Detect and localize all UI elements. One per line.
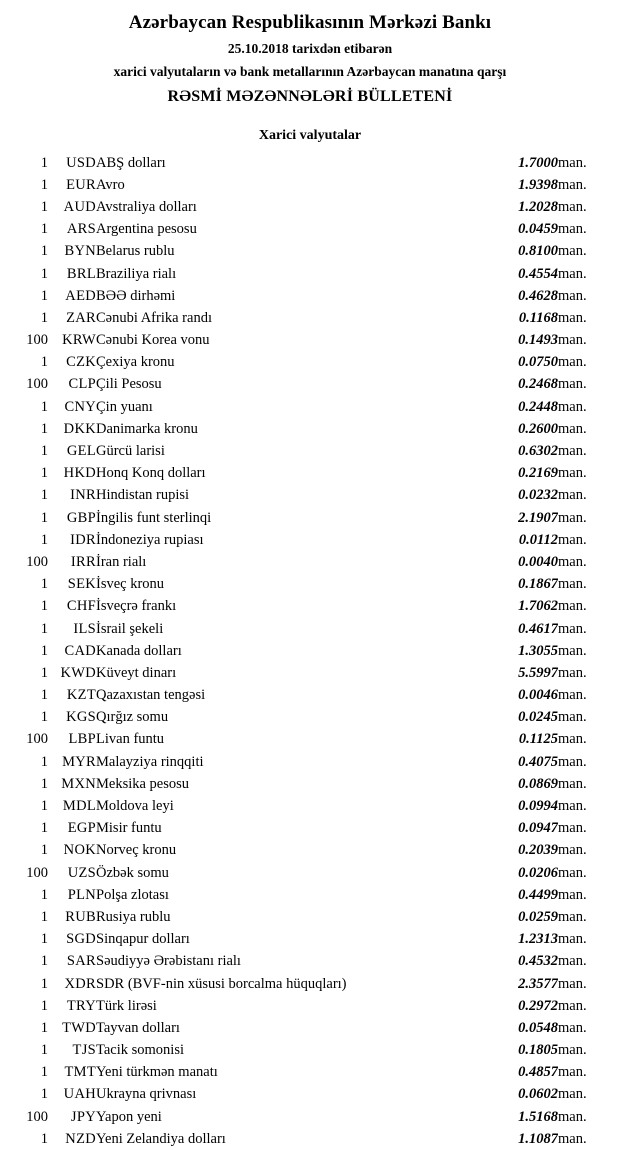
- currency-quantity: 1: [40, 576, 48, 593]
- currency-name: İsveçrə frankı: [96, 598, 177, 615]
- currency-quantity: 1: [40, 1042, 48, 1059]
- currency-unit: man.: [558, 1108, 587, 1125]
- currency-code: MXN: [61, 775, 96, 792]
- currency-unit: man.: [558, 154, 587, 171]
- currency-unit: man.: [558, 1042, 587, 1059]
- page-title: Azərbaycan Respublikasının Mərkəzi Bankı: [128, 12, 492, 33]
- currency-code: JPY: [70, 1108, 96, 1125]
- currency-quantity: 1: [40, 1130, 48, 1147]
- table-row: [0, 574, 620, 596]
- currency-unit: man.: [558, 265, 587, 282]
- currency-name: Misir funtu: [96, 820, 162, 837]
- currency-code: RUB: [65, 908, 96, 925]
- currency-name: İndoneziya rupiası: [96, 531, 204, 548]
- table-row: [0, 219, 620, 241]
- table-row: [0, 196, 620, 218]
- currency-rate: 2.3577: [518, 975, 558, 992]
- table-row: [0, 152, 620, 174]
- currency-name: Cənubi Afrika randı: [96, 309, 212, 326]
- currency-rate: 1.1087: [518, 1130, 558, 1147]
- table-row: [0, 862, 620, 884]
- currency-code: CAD: [64, 642, 96, 659]
- currency-quantity: 1: [40, 309, 48, 326]
- currency-rate: 0.0046: [518, 687, 558, 704]
- currency-quantity: 1: [40, 997, 48, 1014]
- currency-quantity: 1: [40, 398, 48, 415]
- currency-quantity: 1: [40, 642, 48, 659]
- currency-unit: man.: [558, 176, 587, 193]
- currency-unit: man.: [558, 221, 587, 238]
- currency-rates-body: [0, 152, 620, 1150]
- currency-code: IRR: [70, 553, 96, 570]
- currency-name: Norveç kronu: [96, 842, 177, 859]
- currency-rate: 0.0994: [518, 798, 558, 815]
- currency-name: Livan funtu: [96, 731, 165, 748]
- currency-name: Küveyt dinarı: [96, 664, 177, 681]
- currency-unit: man.: [558, 487, 587, 504]
- currency-code: TWD: [62, 1019, 96, 1036]
- currency-name: Braziliya rialı: [96, 265, 177, 282]
- table-row: [0, 263, 620, 285]
- currency-code: AED: [65, 287, 96, 304]
- currency-code: CNY: [64, 398, 96, 415]
- currency-unit: man.: [558, 309, 587, 326]
- currency-name: Çili Pesosu: [96, 376, 162, 393]
- currency-quantity: 1: [40, 820, 48, 837]
- currency-unit: man.: [558, 886, 587, 903]
- currency-name: İsrail şekeli: [96, 620, 164, 637]
- currency-unit: man.: [558, 1019, 587, 1036]
- currency-rate: 0.0947: [518, 820, 558, 837]
- bulletin-title: RƏSMİ MƏZƏNNƏLƏRİ BÜLLETENİ: [167, 88, 453, 105]
- currency-unit: man.: [558, 1130, 587, 1147]
- currency-name: Meksika pesosu: [96, 775, 190, 792]
- currency-rate: 0.0259: [518, 908, 558, 925]
- currency-code: SAR: [66, 953, 96, 970]
- currency-unit: man.: [558, 243, 587, 260]
- currency-code: AUD: [63, 198, 96, 215]
- currency-code: SEK: [67, 576, 96, 593]
- currency-unit: man.: [558, 931, 587, 948]
- currency-quantity: 1: [40, 1019, 48, 1036]
- currency-quantity: 100: [26, 731, 48, 748]
- currency-rate: 1.3055: [518, 642, 558, 659]
- currency-quantity: 1: [40, 753, 48, 770]
- table-row: [0, 418, 620, 440]
- currency-code: ZAR: [66, 309, 96, 326]
- table-row: [0, 241, 620, 263]
- currency-rate: 0.8100: [518, 243, 558, 260]
- table-row: [0, 596, 620, 618]
- currency-unit: man.: [558, 953, 587, 970]
- currency-unit: man.: [558, 997, 587, 1014]
- currency-unit: man.: [558, 443, 587, 460]
- currency-code: CZK: [66, 354, 96, 371]
- currency-unit: man.: [558, 709, 587, 726]
- currency-name: Sinqapur dolları: [96, 931, 190, 948]
- currency-rate: 0.6302: [518, 443, 558, 460]
- currency-code: SGD: [66, 931, 96, 948]
- currency-rate: 0.2972: [518, 997, 558, 1014]
- currency-quantity: 100: [26, 332, 48, 349]
- table-row: [0, 884, 620, 906]
- table-row: [0, 640, 620, 662]
- currency-unit: man.: [558, 864, 587, 881]
- currency-name: Avstraliya dolları: [96, 198, 197, 215]
- currency-quantity: 1: [40, 886, 48, 903]
- currency-code: NZD: [65, 1130, 96, 1147]
- currency-rate: 0.0206: [518, 864, 558, 881]
- currency-quantity: 1: [40, 975, 48, 992]
- currency-rate: 0.0112: [518, 531, 558, 548]
- currency-quantity: 1: [40, 509, 48, 526]
- currency-quantity: 1: [40, 265, 48, 282]
- table-row: [0, 685, 620, 707]
- currency-quantity: 1: [40, 1064, 48, 1081]
- currency-rate: 0.4857: [518, 1064, 558, 1081]
- table-row: [0, 1017, 620, 1039]
- currency-rates-table: [0, 152, 620, 1150]
- currency-unit: man.: [558, 553, 587, 570]
- currency-unit: man.: [558, 198, 587, 215]
- currency-rate: 0.1805: [518, 1042, 558, 1059]
- currency-rate: 0.0245: [518, 709, 558, 726]
- currency-name: Səudiyyə Ərəbistanı rialı: [96, 953, 241, 970]
- currency-code: DKK: [63, 420, 96, 437]
- currency-name: Yeni türkmən manatı: [96, 1064, 218, 1081]
- currency-unit: man.: [558, 398, 587, 415]
- currency-name: İngilis funt sterlinqi: [96, 509, 212, 526]
- table-row: [0, 995, 620, 1017]
- currency-quantity: 1: [40, 1086, 48, 1103]
- table-row: [0, 973, 620, 995]
- table-row: [0, 485, 620, 507]
- currency-rate: 1.7000: [518, 154, 558, 171]
- currency-code: CHF: [66, 598, 96, 615]
- currency-unit: man.: [558, 642, 587, 659]
- currency-code: GBP: [66, 509, 96, 526]
- currency-unit: man.: [558, 576, 587, 593]
- currency-code: CLP: [68, 376, 96, 393]
- currency-quantity: 1: [40, 598, 48, 615]
- currency-code: IDR: [70, 531, 96, 548]
- currency-rate: 0.4499: [518, 886, 558, 903]
- currency-unit: man.: [558, 620, 587, 637]
- currency-rate: 0.0602: [518, 1086, 558, 1103]
- currency-code: INR: [70, 487, 96, 504]
- table-row: [0, 1040, 620, 1062]
- table-row: [0, 795, 620, 817]
- document-header: [0, 12, 620, 106]
- currency-rate: 0.2448: [518, 398, 558, 415]
- currency-unit: man.: [558, 687, 587, 704]
- currency-name: Tacik somonisi: [96, 1042, 184, 1059]
- table-row: [0, 840, 620, 862]
- currency-code: NOK: [63, 842, 96, 859]
- currency-name: Özbək somu: [96, 864, 169, 881]
- currency-name: Cənubi Korea vonu: [96, 332, 210, 349]
- table-row: [0, 352, 620, 374]
- currency-rate: 0.4075: [518, 753, 558, 770]
- currency-name: Malayziya rinqqiti: [96, 753, 204, 770]
- currency-quantity: 1: [40, 664, 48, 681]
- currency-quantity: 1: [40, 798, 48, 815]
- currency-quantity: 100: [26, 553, 48, 570]
- table-row: [0, 507, 620, 529]
- currency-rate: 0.4617: [518, 620, 558, 637]
- currency-quantity: 1: [40, 709, 48, 726]
- currency-quantity: 1: [40, 243, 48, 260]
- currency-code: TRY: [66, 997, 96, 1014]
- currency-quantity: 1: [40, 842, 48, 859]
- table-row: [0, 285, 620, 307]
- table-row: [0, 529, 620, 551]
- currency-rate: 0.2468: [518, 376, 558, 393]
- currency-rate: 0.4532: [518, 953, 558, 970]
- currency-code: UAH: [63, 1086, 96, 1103]
- currency-unit: man.: [558, 753, 587, 770]
- currency-rate: 0.1168: [518, 309, 558, 326]
- currency-name: Polşa zlotası: [96, 886, 169, 903]
- currency-quantity: 100: [26, 376, 48, 393]
- currency-rate: 0.2039: [518, 842, 558, 859]
- table-row: [0, 951, 620, 973]
- table-row: [0, 396, 620, 418]
- currency-quantity: 1: [40, 908, 48, 925]
- currency-rate: 1.9398: [518, 176, 558, 193]
- currency-name: Türk lirəsi: [96, 997, 157, 1014]
- currency-rate: 0.0040: [518, 553, 558, 570]
- currency-name: Qazaxıstan tengəsi: [96, 687, 206, 704]
- currency-name: BƏƏ dirhəmi: [96, 287, 176, 304]
- currency-unit: man.: [558, 975, 587, 992]
- table-row: [0, 929, 620, 951]
- currency-code: BYN: [64, 243, 96, 260]
- table-row: [0, 818, 620, 840]
- currency-rate: 0.2169: [518, 465, 558, 482]
- header-subtitle: xarici valyutaların və bank metallarının Azərbaycan manatına qarşı: [113, 64, 507, 79]
- table-row: [0, 463, 620, 485]
- currency-rate: 0.0750: [518, 354, 558, 371]
- currency-rate: 0.0459: [518, 221, 558, 238]
- table-row: [0, 551, 620, 573]
- currency-quantity: 1: [40, 465, 48, 482]
- currency-unit: man.: [558, 465, 587, 482]
- table-row: [0, 1128, 620, 1150]
- currency-code: KWD: [60, 664, 96, 681]
- currency-unit: man.: [558, 908, 587, 925]
- currency-name: Çexiya kronu: [96, 354, 175, 371]
- currency-quantity: 1: [40, 176, 48, 193]
- currency-unit: man.: [558, 287, 587, 304]
- currency-name: Çin yuanı: [96, 398, 153, 415]
- currency-unit: man.: [558, 354, 587, 371]
- currency-quantity: 1: [40, 775, 48, 792]
- currency-quantity: 1: [40, 953, 48, 970]
- table-row: [0, 707, 620, 729]
- currency-code: TMT: [64, 1064, 96, 1081]
- currency-rate: 0.4628: [518, 287, 558, 304]
- currency-name: Tayvan dolları: [96, 1019, 180, 1036]
- currency-name: Hindistan rupisi: [96, 487, 190, 504]
- currency-code: KZT: [66, 687, 96, 704]
- currency-unit: man.: [558, 820, 587, 837]
- currency-name: İran rialı: [96, 553, 147, 570]
- currency-unit: man.: [558, 420, 587, 437]
- currency-unit: man.: [558, 1064, 587, 1081]
- currency-unit: man.: [558, 731, 587, 748]
- currency-unit: man.: [558, 1086, 587, 1103]
- currency-quantity: 1: [40, 531, 48, 548]
- table-row: [0, 751, 620, 773]
- currency-code: TJS: [72, 1042, 96, 1059]
- currency-code: LBP: [68, 731, 96, 748]
- currency-unit: man.: [558, 376, 587, 393]
- table-row: [0, 374, 620, 396]
- currency-rate: 0.1493: [518, 332, 558, 349]
- table-row: [0, 330, 620, 352]
- currency-rate: 0.0232: [518, 487, 558, 504]
- section-title: Xarici valyutalar: [258, 128, 362, 143]
- currency-name: Moldova leyi: [96, 798, 174, 815]
- currency-code: ILS: [73, 620, 96, 637]
- currency-code: HKD: [63, 465, 96, 482]
- currency-unit: man.: [558, 598, 587, 615]
- currency-name: Yeni Zelandiya dolları: [96, 1130, 226, 1147]
- currency-unit: man.: [558, 664, 587, 681]
- currency-code: EUR: [66, 176, 96, 193]
- table-row: [0, 729, 620, 751]
- currency-code: BRL: [66, 265, 96, 282]
- currency-rate: 0.0869: [518, 775, 558, 792]
- currency-code: KGS: [66, 709, 96, 726]
- currency-rate: 1.2028: [518, 198, 558, 215]
- currency-rate: 1.5168: [518, 1108, 558, 1125]
- currency-rate: 1.2313: [518, 931, 558, 948]
- currency-quantity: 1: [40, 687, 48, 704]
- currency-rate: 0.4554: [518, 265, 558, 282]
- currency-rate: 0.2600: [518, 420, 558, 437]
- table-row: [0, 906, 620, 928]
- table-row: [0, 773, 620, 795]
- currency-quantity: 1: [40, 931, 48, 948]
- table-row: [0, 174, 620, 196]
- currency-rate: 0.0548: [518, 1019, 558, 1036]
- currency-name: Gürcü larisi: [96, 443, 165, 460]
- currency-unit: man.: [558, 842, 587, 859]
- currency-unit: man.: [558, 775, 587, 792]
- table-row: [0, 307, 620, 329]
- currency-name: Avro: [96, 176, 125, 193]
- currency-code: XDR: [64, 975, 96, 992]
- currency-name: Qırğız somu: [96, 709, 169, 726]
- currency-quantity: 1: [40, 620, 48, 637]
- effective-date: 25.10.2018 tarixdən etibarən: [227, 41, 393, 56]
- table-row: [0, 662, 620, 684]
- currency-quantity: 1: [40, 443, 48, 460]
- table-row: [0, 1084, 620, 1106]
- currency-name: Belarus rublu: [96, 243, 175, 260]
- currency-name: Argentina pesosu: [96, 221, 197, 238]
- currency-quantity: 1: [40, 420, 48, 437]
- currency-quantity: 1: [40, 354, 48, 371]
- currency-code: MDL: [62, 798, 96, 815]
- currency-code: EGP: [67, 820, 96, 837]
- currency-code: USD: [66, 154, 96, 171]
- currency-unit: man.: [558, 798, 587, 815]
- currency-rate: 0.1867: [518, 576, 558, 593]
- currency-name: Danimarka kronu: [96, 420, 198, 437]
- currency-unit: man.: [558, 332, 587, 349]
- currency-name: ABŞ dolları: [96, 154, 166, 171]
- currency-unit: man.: [558, 531, 587, 548]
- currency-code: ARS: [66, 221, 96, 238]
- table-row: [0, 440, 620, 462]
- currency-code: GEL: [66, 443, 96, 460]
- currency-rate: 1.7062: [518, 598, 558, 615]
- currency-code: PLN: [67, 886, 96, 903]
- currency-quantity: 1: [40, 287, 48, 304]
- table-row: [0, 618, 620, 640]
- currency-quantity: 1: [40, 487, 48, 504]
- currency-quantity: 100: [26, 1108, 48, 1125]
- currency-rate: 0.1125: [518, 731, 558, 748]
- currency-code: MYR: [62, 753, 96, 770]
- currency-rate: 2.1907: [518, 509, 558, 526]
- currency-quantity: 1: [40, 198, 48, 215]
- currency-code: UZS: [67, 864, 96, 881]
- currency-code: KRW: [62, 332, 96, 349]
- currency-name: Rusiya rublu: [96, 908, 171, 925]
- currency-rate: 5.5997: [518, 664, 558, 681]
- currency-quantity: 1: [40, 154, 48, 171]
- currency-quantity: 1: [40, 221, 48, 238]
- currency-quantity: 100: [26, 864, 48, 881]
- table-row: [0, 1106, 620, 1128]
- currency-unit: man.: [558, 509, 587, 526]
- currency-name: İsveç kronu: [96, 576, 165, 593]
- currency-name: Yapon yeni: [96, 1108, 162, 1125]
- currency-name: Ukrayna qrivnası: [96, 1086, 197, 1103]
- currency-name: Honq Konq dolları: [96, 465, 206, 482]
- currency-name: Kanada dolları: [96, 642, 182, 659]
- currency-name: SDR (BVF-nin xüsusi borcalma hüquqları): [96, 975, 347, 992]
